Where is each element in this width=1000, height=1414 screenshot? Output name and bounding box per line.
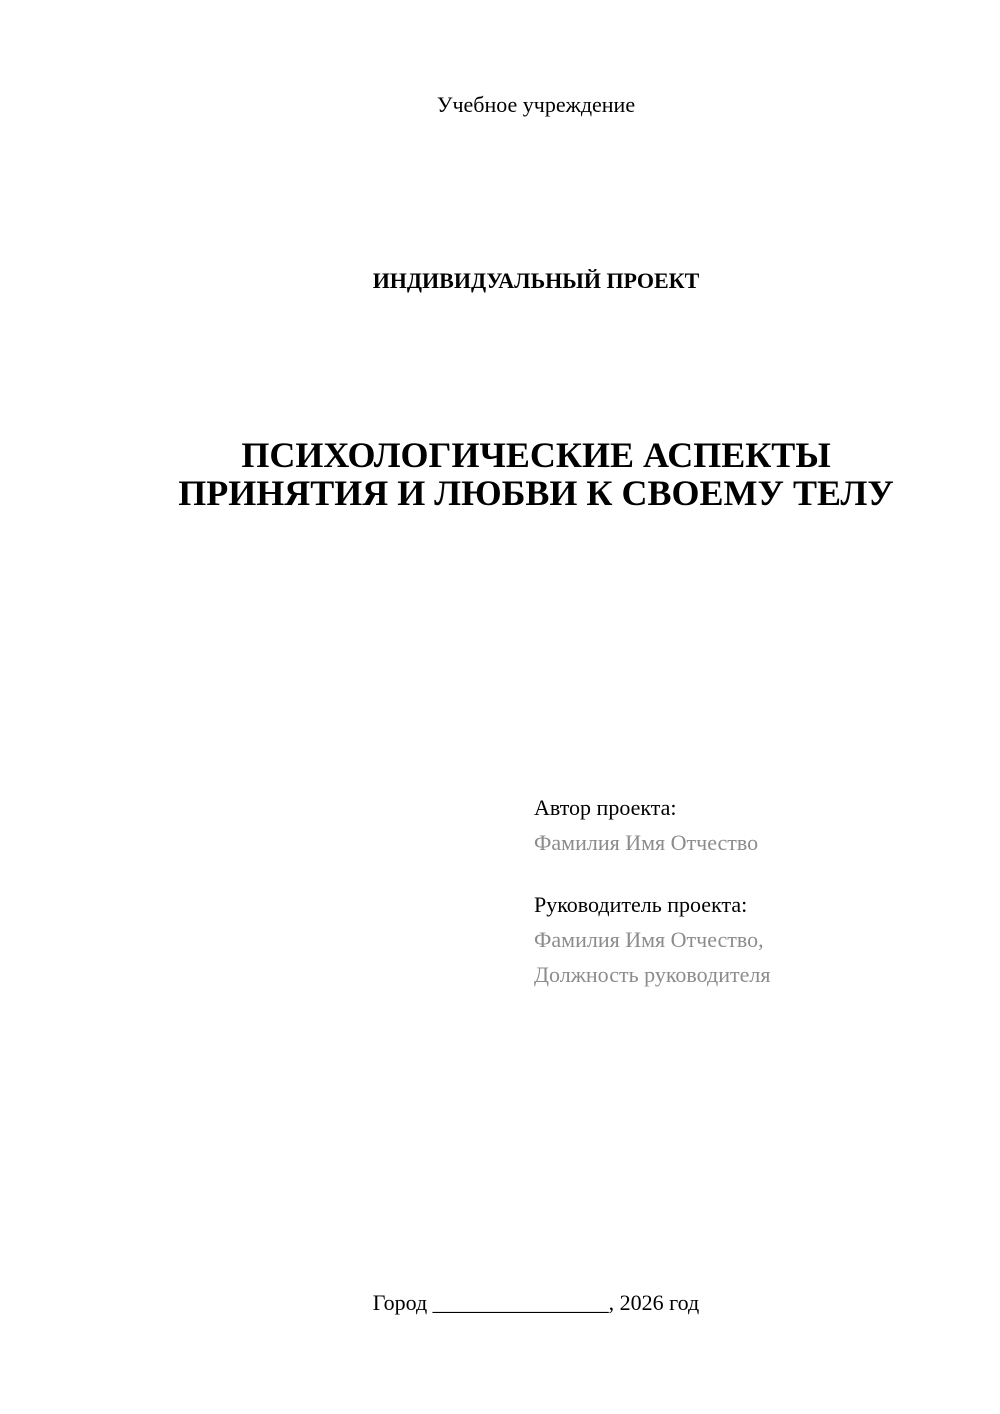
city-year-line: Город ________________, 2026 год [372,1290,700,1315]
project-title-line-2: ПРИНЯТИЯ И ЛЮБВИ К СВОЕМУ ТЕЛУ [178,473,894,513]
supervisor-name: Фамилия Имя Отчество, [534,927,764,952]
institution-name: Учебное учреждение [436,92,636,117]
author-name: Фамилия Имя Отчество [534,830,759,855]
supervisor-position: Должность руководителя [534,962,771,987]
project-info-block [534,790,770,992]
document-type: ИНДИВИДУАЛЬНЫЙ ПРОЕКТ [372,268,700,293]
info-spacer [534,860,770,887]
author-label: Автор проекта: [534,795,677,820]
project-title-line-1: ПСИХОЛОГИЧЕСКИЕ АСПЕКТЫ [241,435,831,475]
supervisor-label: Руководитель проекта: [534,892,748,917]
project-title [0,436,1000,512]
